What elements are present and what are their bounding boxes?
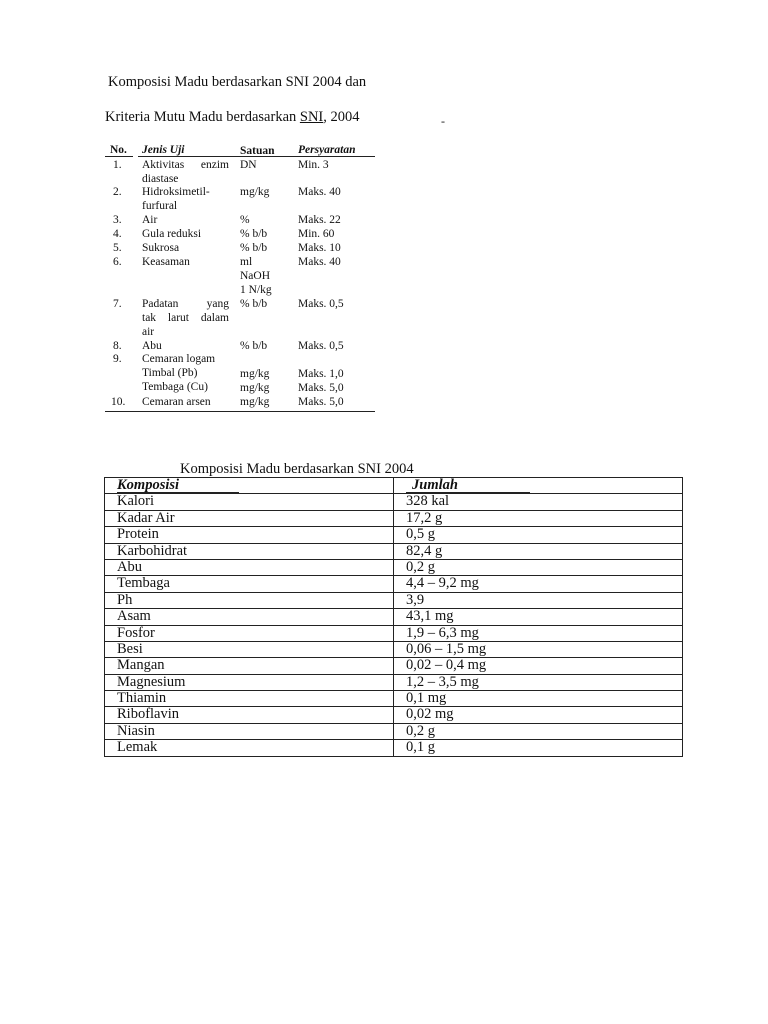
header-no: No. [110,144,127,156]
table-row [105,740,683,756]
table-row [105,494,683,510]
header-satuan: Satuan [240,145,275,157]
row-no: 7. [113,298,122,310]
table-row [105,625,683,641]
row-satuan: DN [240,159,257,171]
row-name: Thiamin [105,691,394,707]
row-no: 10. [111,396,126,408]
row-value: 0,02 mg [394,707,683,723]
row-value: 17,2 g [394,510,683,526]
row-name: Fosfor [105,625,394,641]
row-satuan: % b/b [240,228,268,240]
table-row [105,527,683,543]
table-row [105,609,683,625]
row-no: 3. [113,214,122,226]
row-jenis: Sukrosa [142,242,180,254]
title-sni: SNI [299,109,324,125]
row-satuan: % b/b [240,242,268,254]
row-value: 0,02 – 0,4 mg [394,658,683,674]
row-name: Asam [105,609,394,625]
header-jenis-uji: Jenis Uji [142,144,185,156]
row-jenis: furfural [142,200,178,212]
row-name: Riboflavin [105,707,394,723]
row-no: 1. [113,159,122,171]
table-row [105,543,683,559]
row-name: Protein [105,527,394,543]
row-persyaratan: Maks. 5,0 [298,382,344,394]
row-name: Abu [105,559,394,575]
table-header-row [105,478,683,494]
table-row [105,559,683,575]
row-value: 328 kal [394,494,683,510]
row-persyaratan: Maks. 5,0 [298,396,344,408]
row-satuan: ml [240,256,253,268]
header-underline [291,156,375,157]
row-no: 8. [113,340,122,352]
row-value: 0,2 g [394,559,683,575]
header-underline [236,156,292,157]
row-jenis: Tembaga (Cu) [142,381,208,393]
row-jenis: Abu [142,340,162,352]
title-prefix: Kriteria Mutu Madu berdasarkan [105,109,300,125]
row-satuan: % [240,214,250,226]
row-value: 1,2 – 3,5 mg [394,674,683,690]
table-row [105,674,683,690]
document-title-line2 [105,109,360,126]
row-value: 0,5 g [394,527,683,543]
row-value: 1,9 – 6,3 mg [394,625,683,641]
row-satuan: % b/b [240,340,268,352]
title-suffix: , 2004 [323,109,360,125]
row-name: Lemak [105,740,394,756]
row-name: Ph [105,592,394,608]
row-persyaratan: Maks. 22 [298,214,341,226]
row-name: Kalori [105,494,394,510]
row-jenis: Hidroksimetil- [142,186,210,198]
table-bottom-rule [105,411,375,412]
row-jenis: diastase [142,173,179,185]
table-row [105,723,683,739]
row-jenis: Keasaman [142,256,190,268]
table-row [105,592,683,608]
row-persyaratan: Maks. 0,5 [298,298,344,310]
row-satuan: mg/kg [240,396,270,408]
row-jenis: Aktivitas enzim [142,159,229,171]
row-value: 0,1 g [394,740,683,756]
row-jenis: Timbal (Pb) [142,367,198,379]
row-name: Besi [105,641,394,657]
row-value: 4,4 – 9,2 mg [394,576,683,592]
row-jenis: Cemaran logam [142,353,216,365]
table-row [105,510,683,526]
row-persyaratan: Maks. 40 [298,256,341,268]
row-value: 43,1 mg [394,609,683,625]
row-name: Tembaga [105,576,394,592]
row-jenis: tak larut dalam [142,312,229,324]
row-no: 6. [113,256,122,268]
row-jenis: Air [142,214,158,226]
komposisi-table [104,477,683,757]
row-no: 5. [113,242,122,254]
row-value: 0,1 mg [394,691,683,707]
row-value: 82,4 g [394,543,683,559]
row-persyaratan: Maks. 1,0 [298,368,344,380]
document-title-line1: Komposisi Madu berdasarkan SNI 2004 dan [108,74,367,90]
header-jumlah-label: Jumlah [406,479,530,493]
row-satuan: mg/kg [240,186,270,198]
table-row [105,658,683,674]
row-persyaratan: Maks. 0,5 [298,340,344,352]
row-satuan: mg/kg [240,368,270,380]
komposisi-title: Komposisi Madu berdasarkan SNI 2004 [180,461,414,477]
row-no: 9. [113,353,122,365]
row-persyaratan: Min. 60 [298,228,335,240]
row-name: Mangan [105,658,394,674]
row-no: 2. [113,186,122,198]
row-persyaratan: Maks. 10 [298,242,341,254]
header-jumlah [394,478,683,494]
row-jenis: Padatan yang [142,298,229,310]
row-satuan: mg/kg [240,382,270,394]
row-name: Kadar Air [105,510,394,526]
row-satuan: NaOH [240,270,271,282]
row-name: Magnesium [105,674,394,690]
stray-mark: - [441,114,445,128]
row-jenis: Gula reduksi [142,228,202,240]
table-row [105,691,683,707]
row-satuan: % b/b [240,298,268,310]
row-no: 4. [113,228,122,240]
header-underline [138,156,237,157]
row-satuan: 1 N/kg [240,284,272,296]
header-komposisi [105,478,394,494]
row-value: 3,9 [394,592,683,608]
header-komposisi-label: Komposisi [117,479,239,493]
header-persyaratan: Persyaratan [298,144,356,156]
row-value: 0,06 – 1,5 mg [394,641,683,657]
row-persyaratan: Min. 3 [298,159,329,171]
table-row [105,641,683,657]
table-row [105,576,683,592]
header-underline [105,156,133,157]
row-name: Karbohidrat [105,543,394,559]
row-jenis: Cemaran arsen [142,396,211,408]
table-row [105,707,683,723]
row-value: 0,2 g [394,723,683,739]
row-jenis: air [142,326,155,338]
row-persyaratan: Maks. 40 [298,186,341,198]
row-name: Niasin [105,723,394,739]
